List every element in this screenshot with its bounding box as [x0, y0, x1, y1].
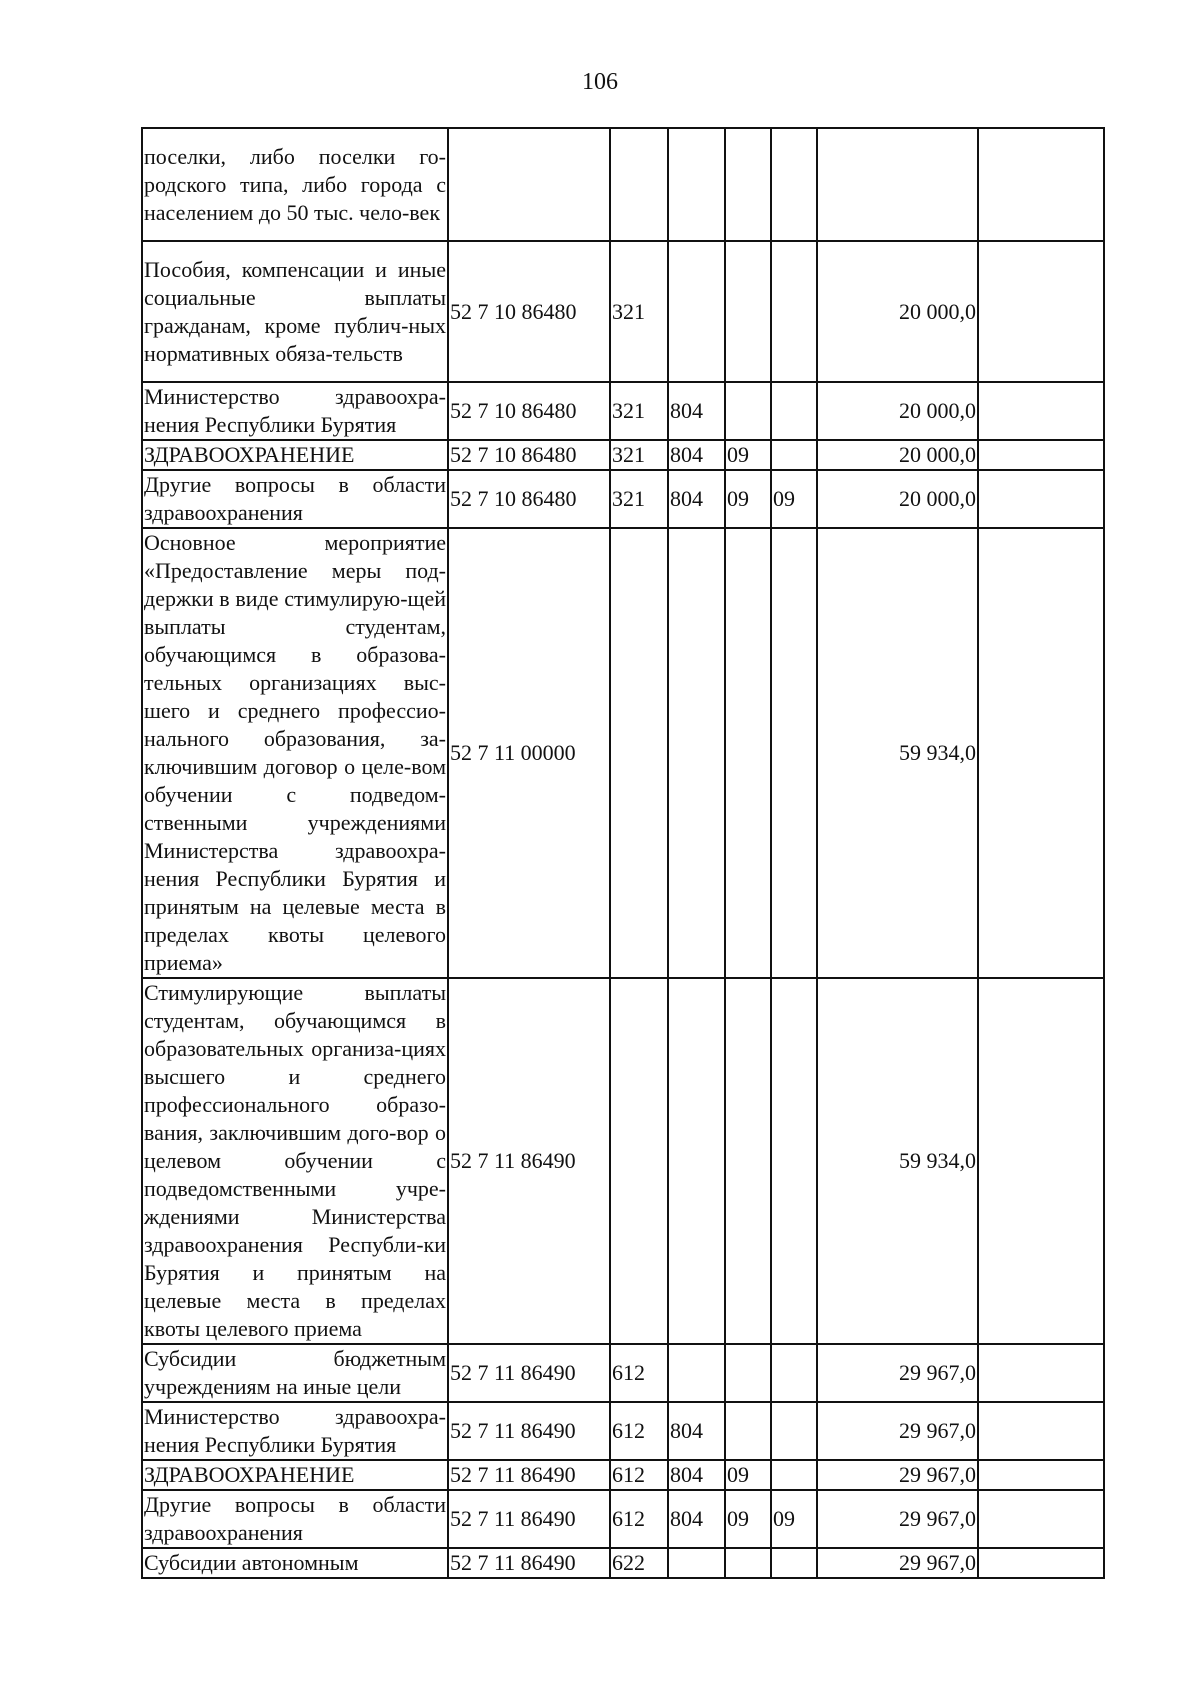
name-cell: Пособия, компенсации и иные социальные выплаты гражданам, кроме публич-ных нормативных обяза-тельств — [142, 241, 448, 382]
target-code-cell: 52 7 11 86490 — [448, 1548, 610, 1578]
ministry-code-cell: 804 — [668, 470, 725, 528]
section-cell — [725, 1344, 771, 1402]
ministry-code-cell: 804 — [668, 1460, 725, 1490]
extra-cell — [978, 978, 1104, 1344]
name-cell: ЗДРАВООХРАНЕНИЕ — [142, 440, 448, 470]
target-code-cell: 52 7 10 86480 — [448, 440, 610, 470]
amount-cell: 29 967,0 — [817, 1490, 978, 1548]
expense-type-cell: 321 — [610, 440, 668, 470]
name-cell: Министерство здравоохра-нения Республики Бурятия — [142, 382, 448, 440]
section-cell: 09 — [725, 1460, 771, 1490]
target-code-cell: 52 7 10 86480 — [448, 241, 610, 382]
amount-cell — [817, 128, 978, 241]
target-code-cell: 52 7 11 86490 — [448, 978, 610, 1344]
ministry-code-cell: 804 — [668, 1490, 725, 1548]
subsection-cell — [771, 528, 817, 978]
target-code-cell: 52 7 10 86480 — [448, 470, 610, 528]
table-row — [142, 528, 1104, 978]
extra-cell — [978, 382, 1104, 440]
subsection-cell — [771, 978, 817, 1344]
expense-type-cell: 321 — [610, 470, 668, 528]
section-cell — [725, 382, 771, 440]
target-code-cell: 52 7 11 86490 — [448, 1344, 610, 1402]
amount-cell: 20 000,0 — [817, 470, 978, 528]
expense-type-cell — [610, 528, 668, 978]
ministry-code-cell: 804 — [668, 1402, 725, 1460]
ministry-code-cell — [668, 1548, 725, 1578]
amount-cell: 20 000,0 — [817, 382, 978, 440]
extra-cell — [978, 128, 1104, 241]
subsection-cell — [771, 1548, 817, 1578]
subsection-cell — [771, 1460, 817, 1490]
expense-type-cell: 612 — [610, 1402, 668, 1460]
table-row — [142, 1490, 1104, 1548]
target-code-cell: 52 7 11 86490 — [448, 1490, 610, 1548]
table-row — [142, 1402, 1104, 1460]
section-cell — [725, 128, 771, 241]
section-cell — [725, 1402, 771, 1460]
table-row — [142, 128, 1104, 241]
expense-type-cell: 612 — [610, 1344, 668, 1402]
subsection-cell — [771, 440, 817, 470]
target-code-cell: 52 7 11 86490 — [448, 1460, 610, 1490]
ministry-code-cell — [668, 528, 725, 978]
subsection-cell: 09 — [771, 470, 817, 528]
subsection-cell — [771, 128, 817, 241]
extra-cell — [978, 528, 1104, 978]
amount-cell: 59 934,0 — [817, 528, 978, 978]
table-row — [142, 382, 1104, 440]
subsection-cell — [771, 241, 817, 382]
expense-type-cell: 622 — [610, 1548, 668, 1578]
name-cell: Другие вопросы в области здравоохранения — [142, 1490, 448, 1548]
expense-type-cell: 321 — [610, 241, 668, 382]
name-cell: Субсидии бюджетным учреждениям на иные цели — [142, 1344, 448, 1402]
subsection-cell — [771, 1402, 817, 1460]
name-cell: Стимулирующие выплаты студентам, обучающимся в образовательных организа-циях высшего и среднего профессионального образо-вания, заключившим дого-вор о целевом обучении с подведомственными учре-ждениями Министерства здравоохранения Республи-ки Бурятия и принятым на целевые места в пределах квоты целевого приема — [142, 978, 448, 1344]
page-number: 106 — [582, 69, 618, 95]
section-cell — [725, 241, 771, 382]
section-cell: 09 — [725, 470, 771, 528]
extra-cell — [978, 1490, 1104, 1548]
amount-cell: 20 000,0 — [817, 440, 978, 470]
name-cell: Основное мероприятие «Предоставление меры под-держки в виде стимулирую-щей выплаты студентам, обучающимся в образова-тельных организациях выс-шего и среднего профессио-нального образования, за-ключившим договор о целе-вом обучении с подведом-ственными учреждениями Министерства здравоохра-нения Республики Бурятия и принятым на целевые места в пределах квоты целевого приема» — [142, 528, 448, 978]
ministry-code-cell: 804 — [668, 440, 725, 470]
ministry-code-cell — [668, 128, 725, 241]
subsection-cell — [771, 1344, 817, 1402]
ministry-code-cell — [668, 978, 725, 1344]
extra-cell — [978, 470, 1104, 528]
table-row — [142, 1460, 1104, 1490]
target-code-cell: 52 7 11 00000 — [448, 528, 610, 978]
extra-cell — [978, 1460, 1104, 1490]
expense-type-cell — [610, 978, 668, 1344]
amount-cell: 29 967,0 — [817, 1402, 978, 1460]
ministry-code-cell — [668, 241, 725, 382]
table-row — [142, 470, 1104, 528]
expense-type-cell: 612 — [610, 1490, 668, 1548]
table-row — [142, 440, 1104, 470]
expense-type-cell: 321 — [610, 382, 668, 440]
amount-cell: 29 967,0 — [817, 1460, 978, 1490]
name-cell: ЗДРАВООХРАНЕНИЕ — [142, 1460, 448, 1490]
subsection-cell: 09 — [771, 1490, 817, 1548]
target-code-cell: 52 7 11 86490 — [448, 1402, 610, 1460]
ministry-code-cell: 804 — [668, 382, 725, 440]
amount-cell: 20 000,0 — [817, 241, 978, 382]
table-row — [142, 241, 1104, 382]
extra-cell — [978, 1344, 1104, 1402]
table-row — [142, 978, 1104, 1344]
extra-cell — [978, 440, 1104, 470]
expense-type-cell: 612 — [610, 1460, 668, 1490]
table-row — [142, 1344, 1104, 1402]
section-cell — [725, 978, 771, 1344]
extra-cell — [978, 1548, 1104, 1578]
expense-type-cell — [610, 128, 668, 241]
amount-cell: 29 967,0 — [817, 1548, 978, 1578]
amount-cell: 59 934,0 — [817, 978, 978, 1344]
section-cell: 09 — [725, 440, 771, 470]
name-cell: Субсидии автономным — [142, 1548, 448, 1578]
section-cell — [725, 1548, 771, 1578]
section-cell — [725, 528, 771, 978]
table-body — [142, 128, 1104, 1578]
subsection-cell — [771, 382, 817, 440]
name-cell: поселки, либо поселки го-родского типа, либо города с населением до 50 тыс. чело-век — [142, 128, 448, 241]
ministry-code-cell — [668, 1344, 725, 1402]
section-cell: 09 — [725, 1490, 771, 1548]
target-code-cell: 52 7 10 86480 — [448, 382, 610, 440]
amount-cell: 29 967,0 — [817, 1344, 978, 1402]
name-cell: Министерство здравоохра-нения Республики Бурятия — [142, 1402, 448, 1460]
extra-cell — [978, 1402, 1104, 1460]
extra-cell — [978, 241, 1104, 382]
budget-table — [141, 127, 1105, 1579]
table-row — [142, 1548, 1104, 1578]
target-code-cell — [448, 128, 610, 241]
name-cell: Другие вопросы в области здравоохранения — [142, 470, 448, 528]
